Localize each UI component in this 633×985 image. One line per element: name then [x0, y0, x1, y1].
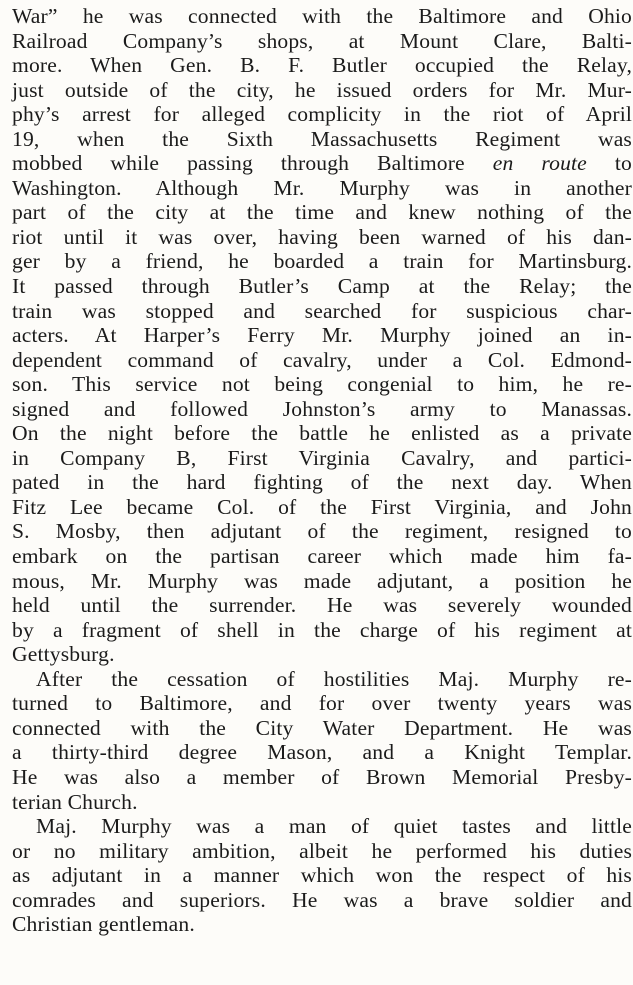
text-line: riot until it was over, having been warned of his dan- — [12, 224, 632, 249]
text-line: Maj. Murphy was a man of quiet tastes and little — [36, 814, 632, 839]
paragraph-2 — [12, 667, 632, 814]
text-line: held until the surrender. He was severely wounded — [12, 593, 632, 618]
text-line: Fitz Lee became Col. of the First Virginia, and John — [12, 494, 632, 519]
text-line: After the cessation of hostilities Maj. Murphy re- — [36, 666, 632, 691]
text-line: just outside of the city, he issued orders for Mr. Mur- — [12, 77, 632, 102]
text-line: ger by a friend, he boarded a train for Martinsburg. — [12, 249, 632, 274]
paragraph-1 — [12, 4, 632, 667]
text-line: War” he was connected with the Baltimore and Ohio — [12, 4, 632, 28]
text-line: It passed through Butler’s Camp at the Relay; the — [12, 274, 632, 299]
text-line: 19, when the Sixth Massachusetts Regiment was — [12, 126, 632, 151]
text-line: Railroad Company’s shops, at Mount Clare, Balti- — [12, 28, 632, 53]
text-line: signed and followed Johnston’s army to Manassas. — [12, 396, 632, 421]
text-line: Christian gentleman. — [12, 912, 195, 937]
text-line: by a fragment of shell in the charge of his regiment at — [12, 617, 632, 642]
text-line: On the night before the battle he enlisted as a private — [12, 421, 632, 446]
text-line: pated in the hard fighting of the next day. When — [12, 470, 632, 495]
italic-phrase: en route — [492, 151, 587, 176]
text-line: mous, Mr. Murphy was made adjutant, a position he — [12, 568, 632, 593]
text-line: as adjutant in a manner which won the respect of his — [12, 863, 632, 888]
text-line: S. Mosby, then adjutant of the regiment, resigned to — [12, 519, 632, 544]
text-line: train was stopped and searched for suspicious char- — [12, 298, 632, 323]
text-line: He was also a member of Brown Memorial Presby- — [12, 764, 632, 789]
text-line: son. This service not being congenial to him, he re- — [12, 372, 632, 397]
text-line: connected with the City Water Department. He was — [12, 715, 632, 740]
text-line: Gettysburg. — [12, 642, 115, 667]
text-line: terian Church. — [12, 789, 138, 814]
text-line: comrades and superiors. He was a brave soldier and — [12, 887, 632, 912]
text-line: Washington. Although Mr. Murphy was in another — [12, 175, 632, 200]
text-line: or no military ambition, albeit he performed his duties — [12, 838, 632, 863]
text-line: turned to Baltimore, and for over twenty years was — [12, 691, 632, 716]
text-line: part of the city at the time and knew nothing of the — [12, 200, 632, 225]
text-line: embark on the partisan career which made him fa- — [12, 544, 632, 569]
text-line: a thirty-third degree Mason, and a Knight Templar. — [12, 740, 632, 765]
text-line: phy’s arrest for alleged complicity in the riot of April — [12, 102, 632, 127]
text-line: mobbed while passing through Baltimore en route to — [12, 151, 632, 176]
document-page — [12, 4, 632, 937]
text-line: dependent command of cavalry, under a Col. Edmond- — [12, 347, 632, 372]
text-line: acters. At Harper’s Ferry Mr. Murphy joined an in- — [12, 323, 632, 348]
text-line: more. When Gen. B. F. Butler occupied the Relay, — [12, 53, 632, 78]
text-line: in Company B, First Virginia Cavalry, and partici- — [12, 445, 632, 470]
paragraph-3 — [12, 814, 632, 937]
